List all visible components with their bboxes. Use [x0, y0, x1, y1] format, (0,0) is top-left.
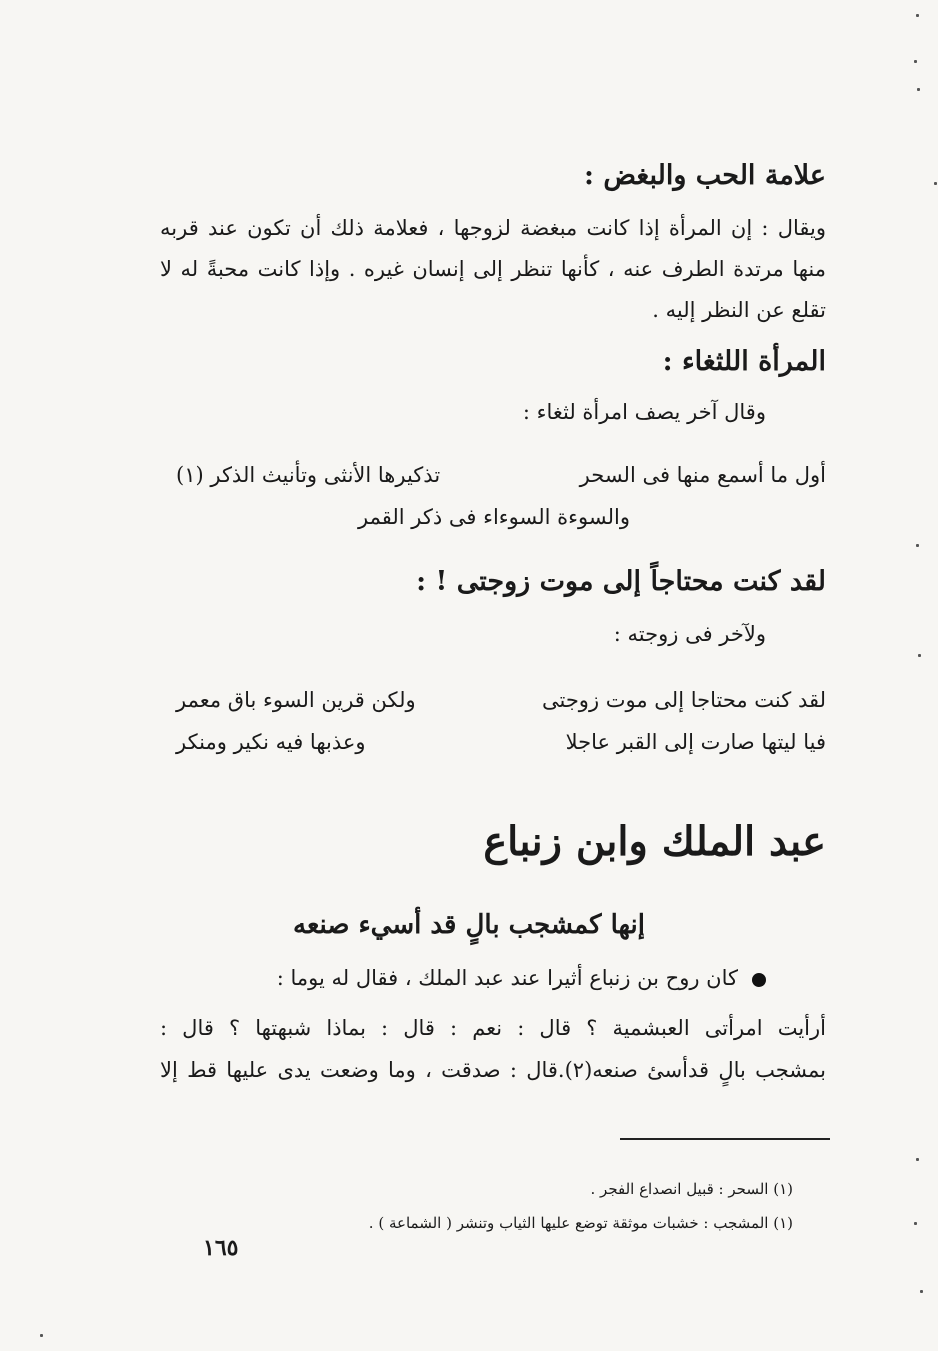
- verse-second-hemistich: وعذبها فيه نكير ومنكر: [176, 730, 366, 754]
- story-line-2: أرأيت امرأتى العبشمية ؟ قال : نعم : قال : بماذا شبهتها ؟ قال :: [160, 1016, 826, 1040]
- scan-speck: [914, 1222, 917, 1225]
- scan-speck: [918, 654, 921, 657]
- story-title: عبد الملك وابن زنباع: [483, 818, 826, 865]
- heading-lisping-woman: المرأة اللثغاء :: [662, 346, 826, 377]
- footnote-2: (١) المشجب : خشبات موثقة توضع عليها الثياب وتنشر ( الشماعة ) .: [368, 1214, 793, 1232]
- verse-row: [160, 730, 826, 766]
- scan-speck: [914, 60, 917, 63]
- story-line-3: بمشجب بالٍ قدأسئ صنعه(٢).قال : صدقت ، وما وضعت يدى عليها قط إلا: [160, 1058, 826, 1082]
- intro-wife-death: ولآخر فى زوجته :: [613, 622, 766, 646]
- scan-speck: [40, 1334, 43, 1337]
- verse-row: [160, 463, 826, 499]
- footnote-separator: [620, 1138, 830, 1140]
- bullet-icon: [752, 973, 766, 987]
- verse-first-hemistich: لقد كنت محتاجا إلى موت زوجتى: [541, 688, 826, 712]
- heading-love-hate: علامة الحب والبغض :: [583, 160, 826, 191]
- verse-first-hemistich: فيا ليتها صارت إلى القبر عاجلا: [565, 730, 826, 754]
- scan-speck: [916, 544, 919, 547]
- scan-speck: [920, 1290, 923, 1293]
- story-line-1-text: كان روح بن زنباع أثيرا عند عبد الملك ، فقال له يوما :: [276, 966, 738, 990]
- scan-speck: [916, 14, 919, 17]
- verse-row: [160, 688, 826, 724]
- story-subtitle: إنها كمشجب بالٍ قد أسيء صنعه: [293, 910, 645, 940]
- scan-speck: [934, 182, 937, 185]
- verse-first-hemistich: أول ما أسمع منها فى السحر: [579, 463, 826, 487]
- scan-speck: [916, 1158, 919, 1161]
- paragraph-love-hate: ويقال : إن المرأة إذا كانت مبغضة لزوجها ، فعلامة ذلك أن تكون عند قربه منها مرتدة الطرف عنه ، كأنها تنظر إلى إنسان غيره . وإذا كانت محبةً له لا تقلع عن النظر إليه .: [160, 216, 826, 322]
- verse-second-hemistich: ولكن قرين السوء باق معمر: [176, 688, 416, 712]
- verse-second-hemistich: تذكيرها الأنثى وتأنيث الذكر (١): [176, 463, 441, 487]
- scan-speck: [917, 88, 920, 91]
- story-line-1: [277, 966, 766, 990]
- verse-first-hemistich: والسوءة السوءاء فى ذكر القمر: [358, 505, 630, 529]
- intro-lisping-woman: وقال آخر يصف امرأة لثغاء :: [522, 400, 766, 424]
- footnote-1: (١) السحر : قبيل انصداع الفجر .: [590, 1180, 793, 1198]
- verse-row: [160, 505, 826, 541]
- page-number: ١٦٥: [203, 1235, 239, 1261]
- heading-wife-death: لقد كنت محتاجاً إلى موت زوجتى ! :: [416, 566, 826, 597]
